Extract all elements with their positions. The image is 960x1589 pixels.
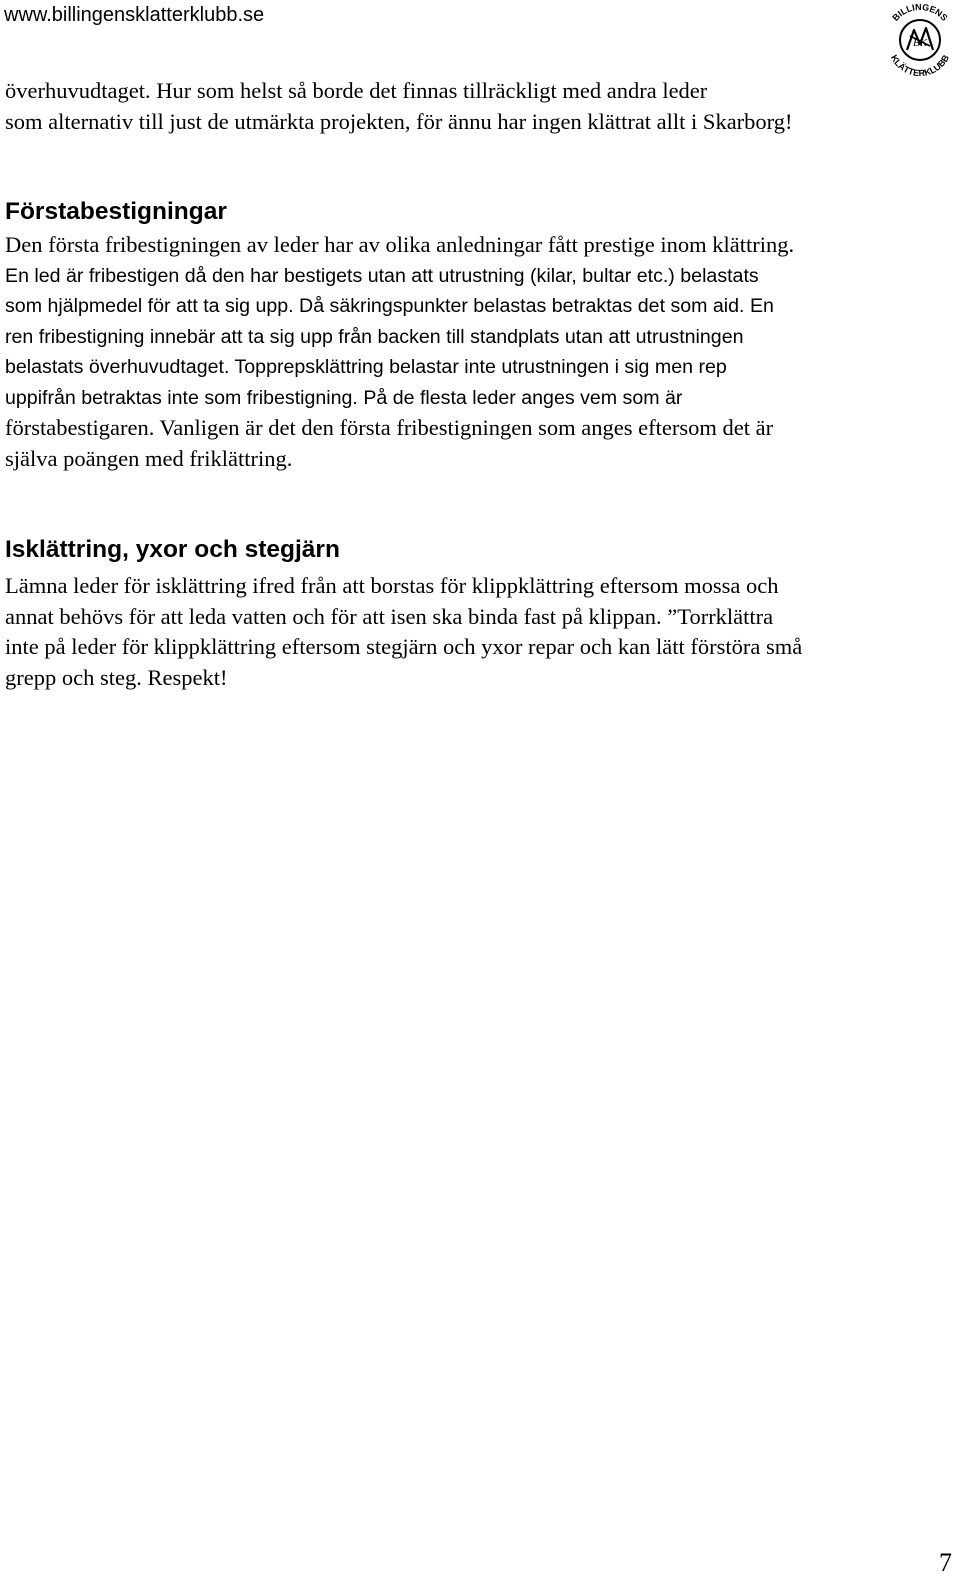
paragraph-line: ren fribestigning innebär att ta sig upp från backen till standplats utan att utrustningen bbox=[5, 325, 744, 348]
svg-text:BK: BK bbox=[912, 37, 928, 49]
paragraph-line: inte på leder för klippklättring eftersom stegjärn och yxor repar och kan lätt förstöra små bbox=[5, 634, 803, 659]
club-logo bbox=[880, 0, 960, 78]
forstabestigningar-paragraph bbox=[5, 230, 955, 474]
page-number: 7 bbox=[939, 1548, 952, 1577]
paragraph-line: annat behövs för att leda vatten och för att isen ska binda fast på klippan. ”Torrklättra bbox=[5, 603, 774, 629]
paragraph-line: grepp och steg. Respekt! bbox=[5, 664, 228, 690]
paragraph-line: En led är fribestigen då den har bestigets utan att utrustning (kilar, bultar etc.) belastats bbox=[5, 264, 759, 287]
paragraph-line: Den första fribestigningen av leder har av olika anledningar fått prestige inom klättring. bbox=[5, 232, 795, 257]
isklattring-paragraph bbox=[5, 571, 955, 693]
section-heading-isklattring: Isklättring, yxor och stegjärn bbox=[5, 536, 340, 563]
intro-line: överhuvudtaget. Hur som helst så borde det finnas tillräckligt med andra leder bbox=[5, 78, 708, 103]
svg-text:KLÄTTERKLUBB: KLÄTTERKLUBB bbox=[888, 53, 952, 78]
section-heading-forstabestigningar: Förstabestigningar bbox=[5, 198, 227, 225]
paragraph-line: själva poängen med friklättring. bbox=[5, 445, 293, 471]
intro-line: som alternativ till just de utmärkta projekten, för ännu har ingen klättrat allt i Skarborg! bbox=[5, 108, 793, 134]
paragraph-line: belastats överhuvudtaget. Topprepsklättring belastar inte utrustningen i sig men rep bbox=[5, 356, 727, 378]
intro-paragraph bbox=[5, 76, 955, 137]
paragraph-line: förstabestigaren. Vanligen är det den första fribestigningen som anges eftersom det är bbox=[5, 415, 774, 440]
paragraph-line: som hjälpmedel för att ta sig upp. Då säkringspunkter belastas betraktas det som aid. En bbox=[5, 295, 774, 317]
header-url: www.billingensklatterklubb.se bbox=[4, 4, 265, 26]
svg-text:BILLINGENS: BILLINGENS bbox=[890, 1, 950, 23]
paragraph-line: uppifrån betraktas inte som fribestigning. På de flesta leder anges vem som är bbox=[5, 386, 683, 409]
paragraph-line: Lämna leder för isklättring ifred från att borstas för klippklättring eftersom mossa och bbox=[5, 573, 779, 598]
